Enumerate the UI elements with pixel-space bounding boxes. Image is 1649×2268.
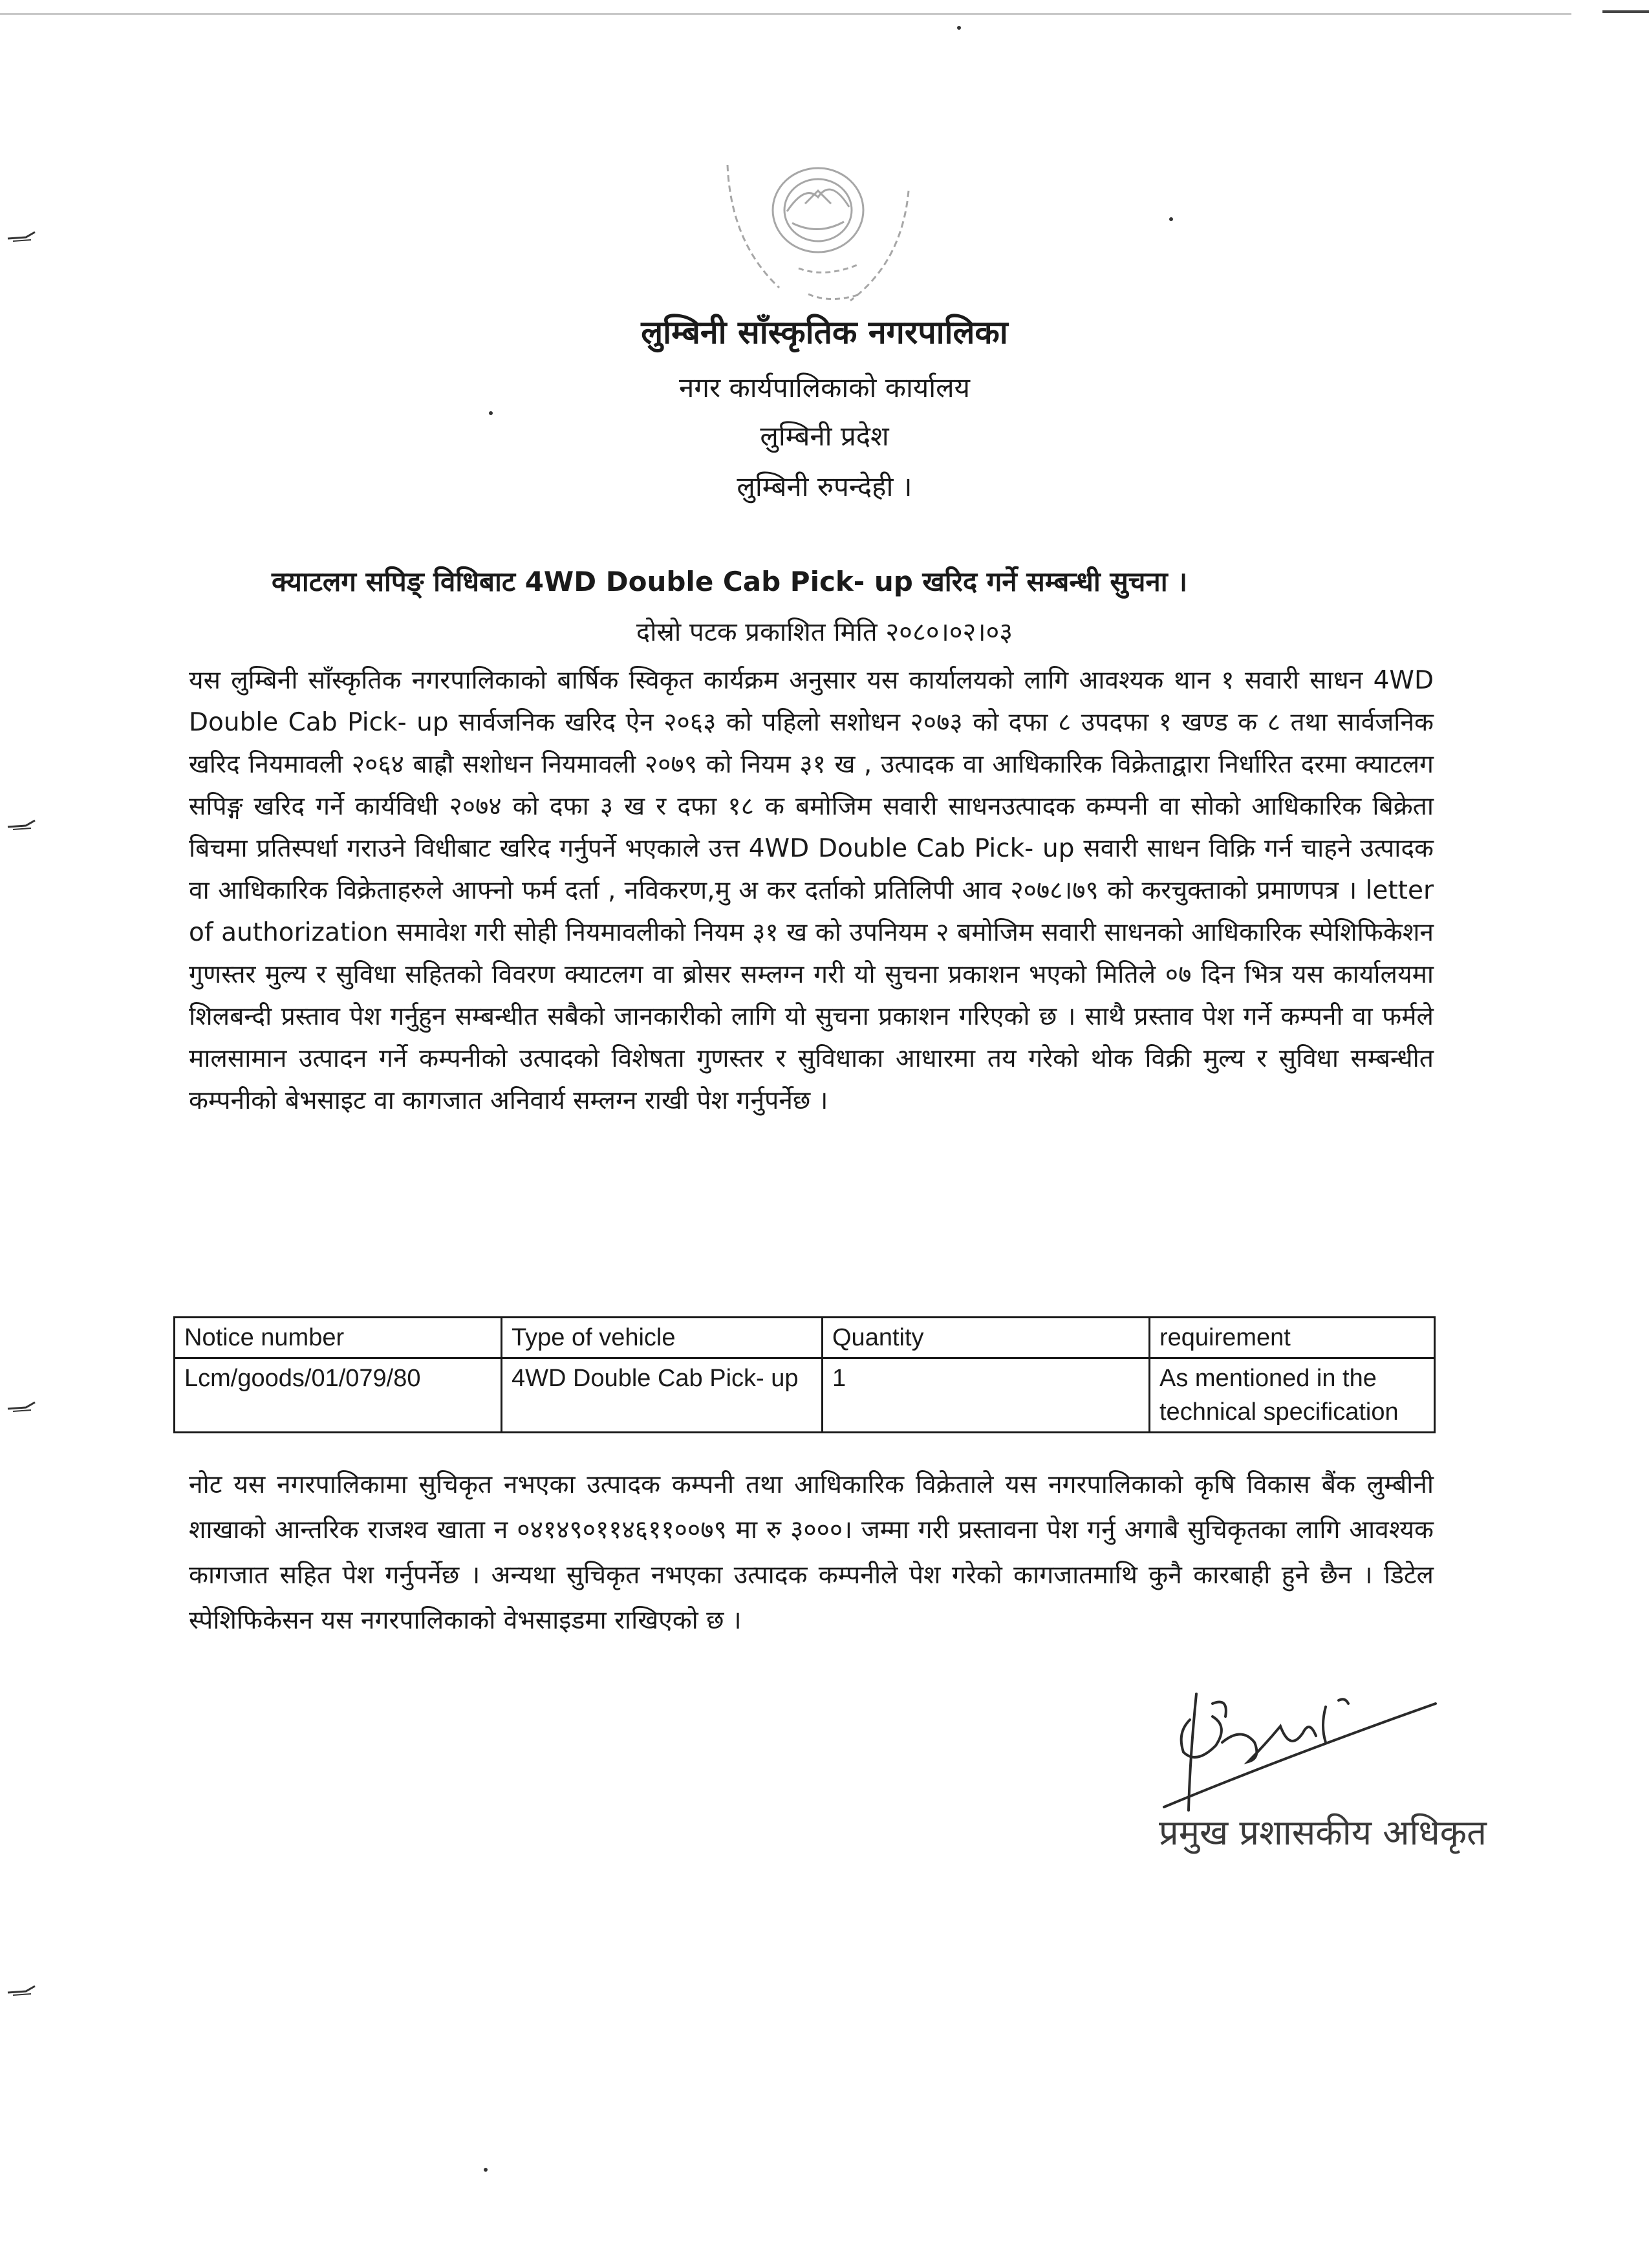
notice-subject: क्याटलग सपिङ् विधिबाट 4WD Double Cab Pick- up खरिद गर्ने सम्बन्धी सुचना । xyxy=(272,566,1188,597)
province-name: लुम्बिनी प्रदेश xyxy=(760,420,889,452)
publication-date: दोस्रो पटक प्रकाशित मिति २०८०।०२।०३ xyxy=(636,617,1013,647)
signatory-title: प्रमुख प्रशासकीय अधिकृत xyxy=(1159,1812,1487,1853)
org-name: लुम्बिनी साँस्कृतिक नगरपालिका xyxy=(641,314,1008,351)
scan-speck xyxy=(484,2168,488,2172)
scan-speck xyxy=(957,26,961,30)
office-name: नगर कार्यपालिकाको कार्यालय xyxy=(679,372,970,403)
header-quantity: Quantity xyxy=(823,1318,1150,1358)
table-header-row xyxy=(175,1318,1435,1358)
scan-speck xyxy=(489,411,493,415)
note-paragraph: नोट यस नगरपालिकामा सुचिकृत नभएका उत्पादक कम्पनी तथा आधिकारिक विक्रेताले यस नगरपालिकाको कृषि विकास बैंक लुम्बीनी शाखाको आन्तरिक राजश्व खाता न ०४१४९०११४६११००७९ मा रु ३०००। जम्मा गरी प्रस्तावना पेश गर्नु अगाबै सुचिकृतका लागि आवश्यक कागजात सहित पेश गर्नुपर्नेछ । अन्यथा सुचिकृत नभएका उत्पादक कम्पनीले पेश गरेको कागजातमाथि कुनै कारबाही हुने छैन । डिटेल स्पेशिफिकेसन यस नगरपालिकाको वेभसाइडमा राखिएको छ । xyxy=(189,1470,1434,1635)
cell-requirement: As mentioned in the technical specification xyxy=(1150,1358,1435,1433)
header-notice-number: Notice number xyxy=(175,1318,502,1358)
cell-type-of-vehicle: 4WD Double Cab Pick- up xyxy=(502,1358,823,1433)
scan-speck xyxy=(1169,217,1173,221)
top-scan-edge xyxy=(0,13,1571,15)
location-name: लुम्बिनी रुपन्देही । xyxy=(737,471,912,502)
cell-quantity: 1 xyxy=(823,1358,1150,1433)
notice-table xyxy=(173,1316,1436,1433)
binding-mark xyxy=(6,818,39,831)
binding-mark xyxy=(6,230,39,242)
header-type-of-vehicle: Type of vehicle xyxy=(502,1318,823,1358)
cell-notice-number: Lcm/goods/01/079/80 xyxy=(175,1358,502,1433)
header-requirement: requirement xyxy=(1150,1318,1435,1358)
top-right-mark xyxy=(1602,10,1649,13)
binding-mark xyxy=(6,1984,39,1996)
binding-mark xyxy=(6,1400,39,1413)
municipal-seal-stamp xyxy=(702,139,934,333)
notice-body-paragraph: यस लुम्बिनी साँस्कृतिक नगरपालिकाको बार्षिक स्विकृत कार्यक्रम अनुसार यस कार्यालयको लागि आवश्यक थान १ सवारी साधन 4WD Double Cab Pick- up सार्वजनिक खरिद ऐन २०६३ को पहिलो सशोधन २०७३ को दफा ८ उपदफा १ खण्ड क ८ तथा सार्वजनिक खरिद नियमावली २०६४ बाह्रौ सशोधन नियमावली २०७९ को नियम ३१ ख , उत्पादक वा आधिकारिक विक्रेताद्वारा निर्धारित दरमा क्याटलग सपिङ्ग खरिद गर्ने कार्यविधी २०७४ को दफा ३ ख र दफा १८ क बमोजिम सवारी साधनउत्पादक कम्पनी वा सोको आधिकारिक बिक्रेता बिचमा प्रतिस्पर्धा गराउने विधीबाट खरिद गर्नुपर्ने भएकाले उत्त 4WD Double Cab Pick- up सवारी साधन विक्रि गर्न चाहने उत्पादक वा आधिकारिक विक्रेताहरुले आफ्नो फर्म दर्ता , नविकरण,मु अ कर दर्ताको प्रतिलिपी आव २०७८।७९ को करचुक्ताको प्रमाणपत्र । letter of authorization समावेश गरी सोही नियमावलीको नियम ३१ ख को उपनियम २ बमोजिम सवारी साधनको आधिकारिक स्पेशिफिकेशन गुणस्तर मुल्य र सुविधा सहितको विवरण क्याटलग वा ब्रोसर सम्लग्न गरी यो सुचना प्रकाशन भएको मितिले ०७ दिन भित्र यस कार्यालयमा शिलबन्दी प्रस्ताव पेश गर्नुहुन सम्बन्धीत सबैको जानकारीको लागि यो सुचना प्रकाशन गरिएको छ । साथै प्रस्ताव पेश गर्ने कम्पनी वा फर्मले मालसामान उत्पादन गर्ने कम्पनीको उत्पादको विशेषता गुणस्तर र सुविधाका आधारमा तय गरेको थोक विक्री मुल्य र सुविधा सम्बन्धीत कम्पनीको बेभसाइट वा कागजात अनिवार्य सम्लग्न राखी पेश गर्नुपर्नेछ । xyxy=(189,666,1434,1115)
table-row xyxy=(175,1358,1435,1433)
